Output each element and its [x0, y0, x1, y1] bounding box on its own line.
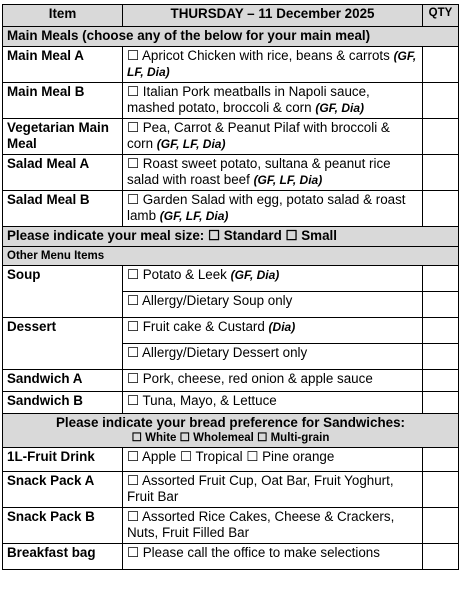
qty-cell[interactable]	[423, 448, 459, 472]
table-row	[3, 266, 459, 292]
item-name: 1L-Fruit Drink	[3, 448, 123, 472]
meal-size-row	[3, 227, 459, 247]
other-items-section	[3, 247, 459, 266]
snack-option[interactable]: ☐ Assorted Rice Cakes, Cheese & Crackers, Nuts, Fruit Filled Bar	[123, 508, 423, 544]
checkbox[interactable]: ☐	[127, 345, 140, 360]
item-name: Soup	[3, 266, 123, 318]
qty-cell[interactable]	[423, 119, 459, 155]
checkbox[interactable]: ☐	[127, 545, 140, 560]
menu-order-table	[2, 4, 459, 570]
table-row	[3, 448, 459, 472]
qty-cell[interactable]	[423, 83, 459, 119]
bread-preference-row	[3, 414, 459, 448]
bread-white-label: White	[145, 432, 177, 444]
table-row	[3, 318, 459, 344]
checkbox[interactable]: ☐	[127, 509, 140, 524]
dessert-option[interactable]: ☐ Allergy/Dietary Dessert only	[123, 344, 423, 370]
checkbox[interactable]: ☐	[127, 120, 140, 135]
bread-wholemeal-label: Wholemeal	[193, 432, 254, 444]
main-meals-heading: Main Meals (choose any of the below for your main meal)	[3, 27, 459, 47]
checkbox[interactable]: ☐	[131, 432, 142, 444]
checkbox[interactable]: ☐	[127, 48, 140, 63]
item-name: Snack Pack A	[3, 472, 123, 508]
main-meals-section	[3, 27, 459, 47]
item-name: Sandwich A	[3, 370, 123, 392]
item-name: Snack Pack B	[3, 508, 123, 544]
meal-option[interactable]: ☐ Garden Salad with egg, potato salad & roast lamb (GF, LF, Dia)	[123, 191, 423, 227]
table-row	[3, 155, 459, 191]
size-standard-label: Standard	[223, 228, 282, 243]
qty-cell[interactable]	[423, 266, 459, 292]
item-name: Dessert	[3, 318, 123, 370]
qty-cell[interactable]	[423, 472, 459, 508]
checkbox[interactable]: ☐	[127, 156, 140, 171]
checkbox[interactable]: ☐	[179, 432, 190, 444]
breakfast-option[interactable]: ☐ Please call the office to make selections	[123, 544, 423, 570]
bread-preference-prompt: Please indicate your bread preference for Sandwiches: ☐ White ☐ Wholemeal ☐ Multi-grain	[3, 414, 459, 448]
qty-column-header: QTY	[423, 5, 459, 27]
table-row	[3, 83, 459, 119]
qty-cell[interactable]	[423, 544, 459, 570]
qty-cell[interactable]	[423, 318, 459, 344]
item-name: Sandwich B	[3, 392, 123, 414]
checkbox[interactable]: ☐	[207, 228, 220, 243]
checkbox[interactable]: ☐	[127, 393, 140, 408]
checkbox[interactable]: ☐	[127, 319, 140, 334]
table-row	[3, 370, 459, 392]
checkbox[interactable]: ☐	[127, 267, 140, 282]
qty-cell[interactable]	[423, 292, 459, 318]
qty-cell[interactable]	[423, 191, 459, 227]
checkbox[interactable]: ☐	[179, 449, 192, 464]
meal-option[interactable]: ☐ Apricot Chicken with rice, beans & carrots (GF, LF, Dia)	[123, 47, 423, 83]
checkbox[interactable]: ☐	[127, 371, 140, 386]
qty-cell[interactable]	[423, 344, 459, 370]
qty-cell[interactable]	[423, 47, 459, 83]
size-small-label: Small	[301, 228, 337, 243]
table-row	[3, 191, 459, 227]
qty-cell[interactable]	[423, 370, 459, 392]
soup-option[interactable]: ☐ Potato & Leek (GF, Dia)	[123, 266, 423, 292]
item-name: Main Meal B	[3, 83, 123, 119]
meal-size-prompt: Please indicate your meal size: ☐ Standard ☐ Small	[3, 227, 459, 247]
item-name: Salad Meal B	[3, 191, 123, 227]
checkbox[interactable]: ☐	[127, 293, 140, 308]
checkbox[interactable]: ☐	[257, 432, 268, 444]
table-row	[3, 472, 459, 508]
checkbox[interactable]: ☐	[127, 192, 140, 207]
table-row	[3, 119, 459, 155]
soup-option[interactable]: ☐ Allergy/Dietary Soup only	[123, 292, 423, 318]
bread-multigrain-label: Multi-grain	[270, 432, 330, 444]
fruit-drink-options: ☐ Apple ☐ Tropical ☐ Pine orange	[123, 448, 423, 472]
other-items-heading: Other Menu Items	[3, 247, 459, 266]
item-column-header: Item	[3, 5, 123, 27]
item-name: Vegetarian Main Meal	[3, 119, 123, 155]
item-name: Breakfast bag	[3, 544, 123, 570]
checkbox[interactable]: ☐	[246, 449, 259, 464]
checkbox[interactable]: ☐	[127, 449, 140, 464]
table-row	[3, 47, 459, 83]
qty-cell[interactable]	[423, 392, 459, 414]
snack-option[interactable]: ☐ Assorted Fruit Cup, Oat Bar, Fruit Yoghurt, Fruit Bar	[123, 472, 423, 508]
sandwich-option[interactable]: ☐ Pork, cheese, red onion & apple sauce	[123, 370, 423, 392]
sandwich-option[interactable]: ☐ Tuna, Mayo, & Lettuce	[123, 392, 423, 414]
qty-cell[interactable]	[423, 155, 459, 191]
dessert-option[interactable]: ☐ Fruit cake & Custard (Dia)	[123, 318, 423, 344]
checkbox[interactable]: ☐	[127, 84, 140, 99]
meal-option[interactable]: ☐ Pea, Carrot & Peanut Pilaf with broccoli & corn (GF, LF, Dia)	[123, 119, 423, 155]
table-row	[3, 392, 459, 414]
table-row	[3, 544, 459, 570]
checkbox[interactable]: ☐	[127, 473, 140, 488]
qty-cell[interactable]	[423, 508, 459, 544]
meal-option[interactable]: ☐ Italian Pork meatballs in Napoli sauce, mashed potato, broccoli & corn (GF, Dia)	[123, 83, 423, 119]
item-name: Salad Meal A	[3, 155, 123, 191]
item-name: Main Meal A	[3, 47, 123, 83]
table-header-row	[3, 5, 459, 27]
day-column-header: THURSDAY – 11 December 2025	[123, 5, 423, 27]
meal-option[interactable]: ☐ Roast sweet potato, sultana & peanut rice salad with roast beef (GF, LF, Dia)	[123, 155, 423, 191]
table-row	[3, 508, 459, 544]
checkbox[interactable]: ☐	[285, 228, 298, 243]
